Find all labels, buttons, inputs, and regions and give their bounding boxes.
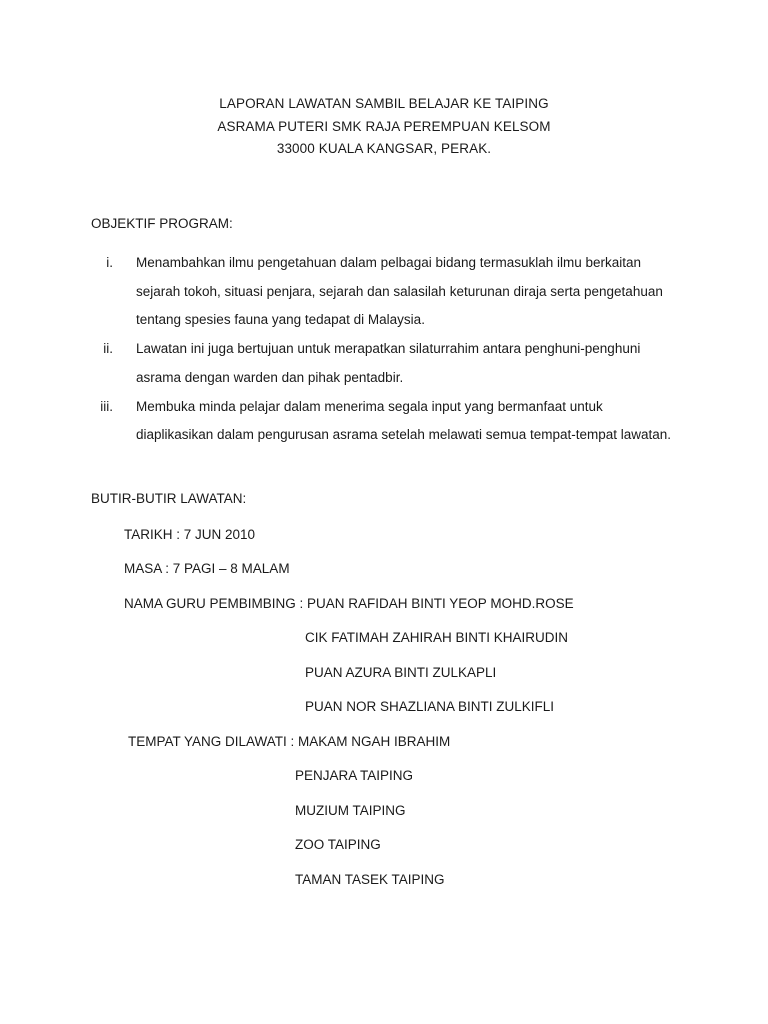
tempat-name: MAKAM NGAH IBRAHIM <box>298 734 451 749</box>
guru-row <box>124 595 574 613</box>
list-item <box>91 393 691 450</box>
tempat-label: TEMPAT YANG DILAWATI : <box>128 734 299 749</box>
guru-name: PUAN AZURA BINTI ZULKAPLI <box>305 665 497 680</box>
masa-line: MASA : 7 PAGI – 8 MALAM <box>124 561 290 576</box>
tempat-name: MUZIUM TAIPING <box>295 803 406 818</box>
list-item <box>91 249 691 335</box>
report-subtitle: ASRAMA PUTERI SMK RAJA PEREMPUAN KELSOM <box>217 118 551 134</box>
list-item-text: Menambahkan ilmu pengetahuan dalam pelbagai bidang termasuklah ilmu berkaitan sejarah tokoh, situasi penjara, sejarah dan salasilah keturunan diraja serta pengetahuan tentang spesies fauna yang tedapat di Malaysia. <box>136 255 663 328</box>
list-item <box>91 335 691 392</box>
tempat-name: TAMAN TASEK TAIPING <box>295 872 445 887</box>
guru-label: NAMA GURU PEMBIMBING : <box>124 596 308 611</box>
report-address: 33000 KUALA KANGSAR, PERAK. <box>276 141 492 156</box>
objektif-heading: OBJEKTIF PROGRAM: <box>91 216 233 231</box>
list-item-text: Membuka minda pelajar dalam menerima segala input yang bermanfaat untuk diaplikasikan dalam pengurusan asrama setelah melawati semua tempat-tempat lawatan. <box>136 398 672 443</box>
tempat-name: ZOO TAIPING <box>295 837 381 852</box>
guru-name: PUAN NOR SHAZLIANA BINTI ZULKIFLI <box>305 699 555 714</box>
tempat-name: PENJARA TAIPING <box>295 768 414 783</box>
list-item-number: ii. <box>103 341 113 357</box>
report-header <box>0 93 768 161</box>
guru-name: PUAN RAFIDAH BINTI YEOP MOHD.ROSE <box>307 596 574 611</box>
guru-name: CIK FATIMAH ZAHIRAH BINTI KHAIRUDIN <box>305 630 569 645</box>
butiran-heading: BUTIR-BUTIR LAWATAN: <box>91 491 247 506</box>
list-item-text: Lawatan ini juga bertujuan untuk merapatkan silaturrahim antara penghuni-penghuni asrama dengan warden dan pihak pentadbir. <box>136 341 641 385</box>
tempat-row <box>128 733 450 751</box>
tarikh-line: TARIKH : 7 JUN 2010 <box>124 527 256 542</box>
list-item-number: i. <box>106 255 113 270</box>
report-title: LAPORAN LAWATAN SAMBIL BELAJAR KE TAIPING <box>219 96 549 111</box>
objektif-list <box>91 249 691 450</box>
list-item-number: iii. <box>100 398 113 414</box>
